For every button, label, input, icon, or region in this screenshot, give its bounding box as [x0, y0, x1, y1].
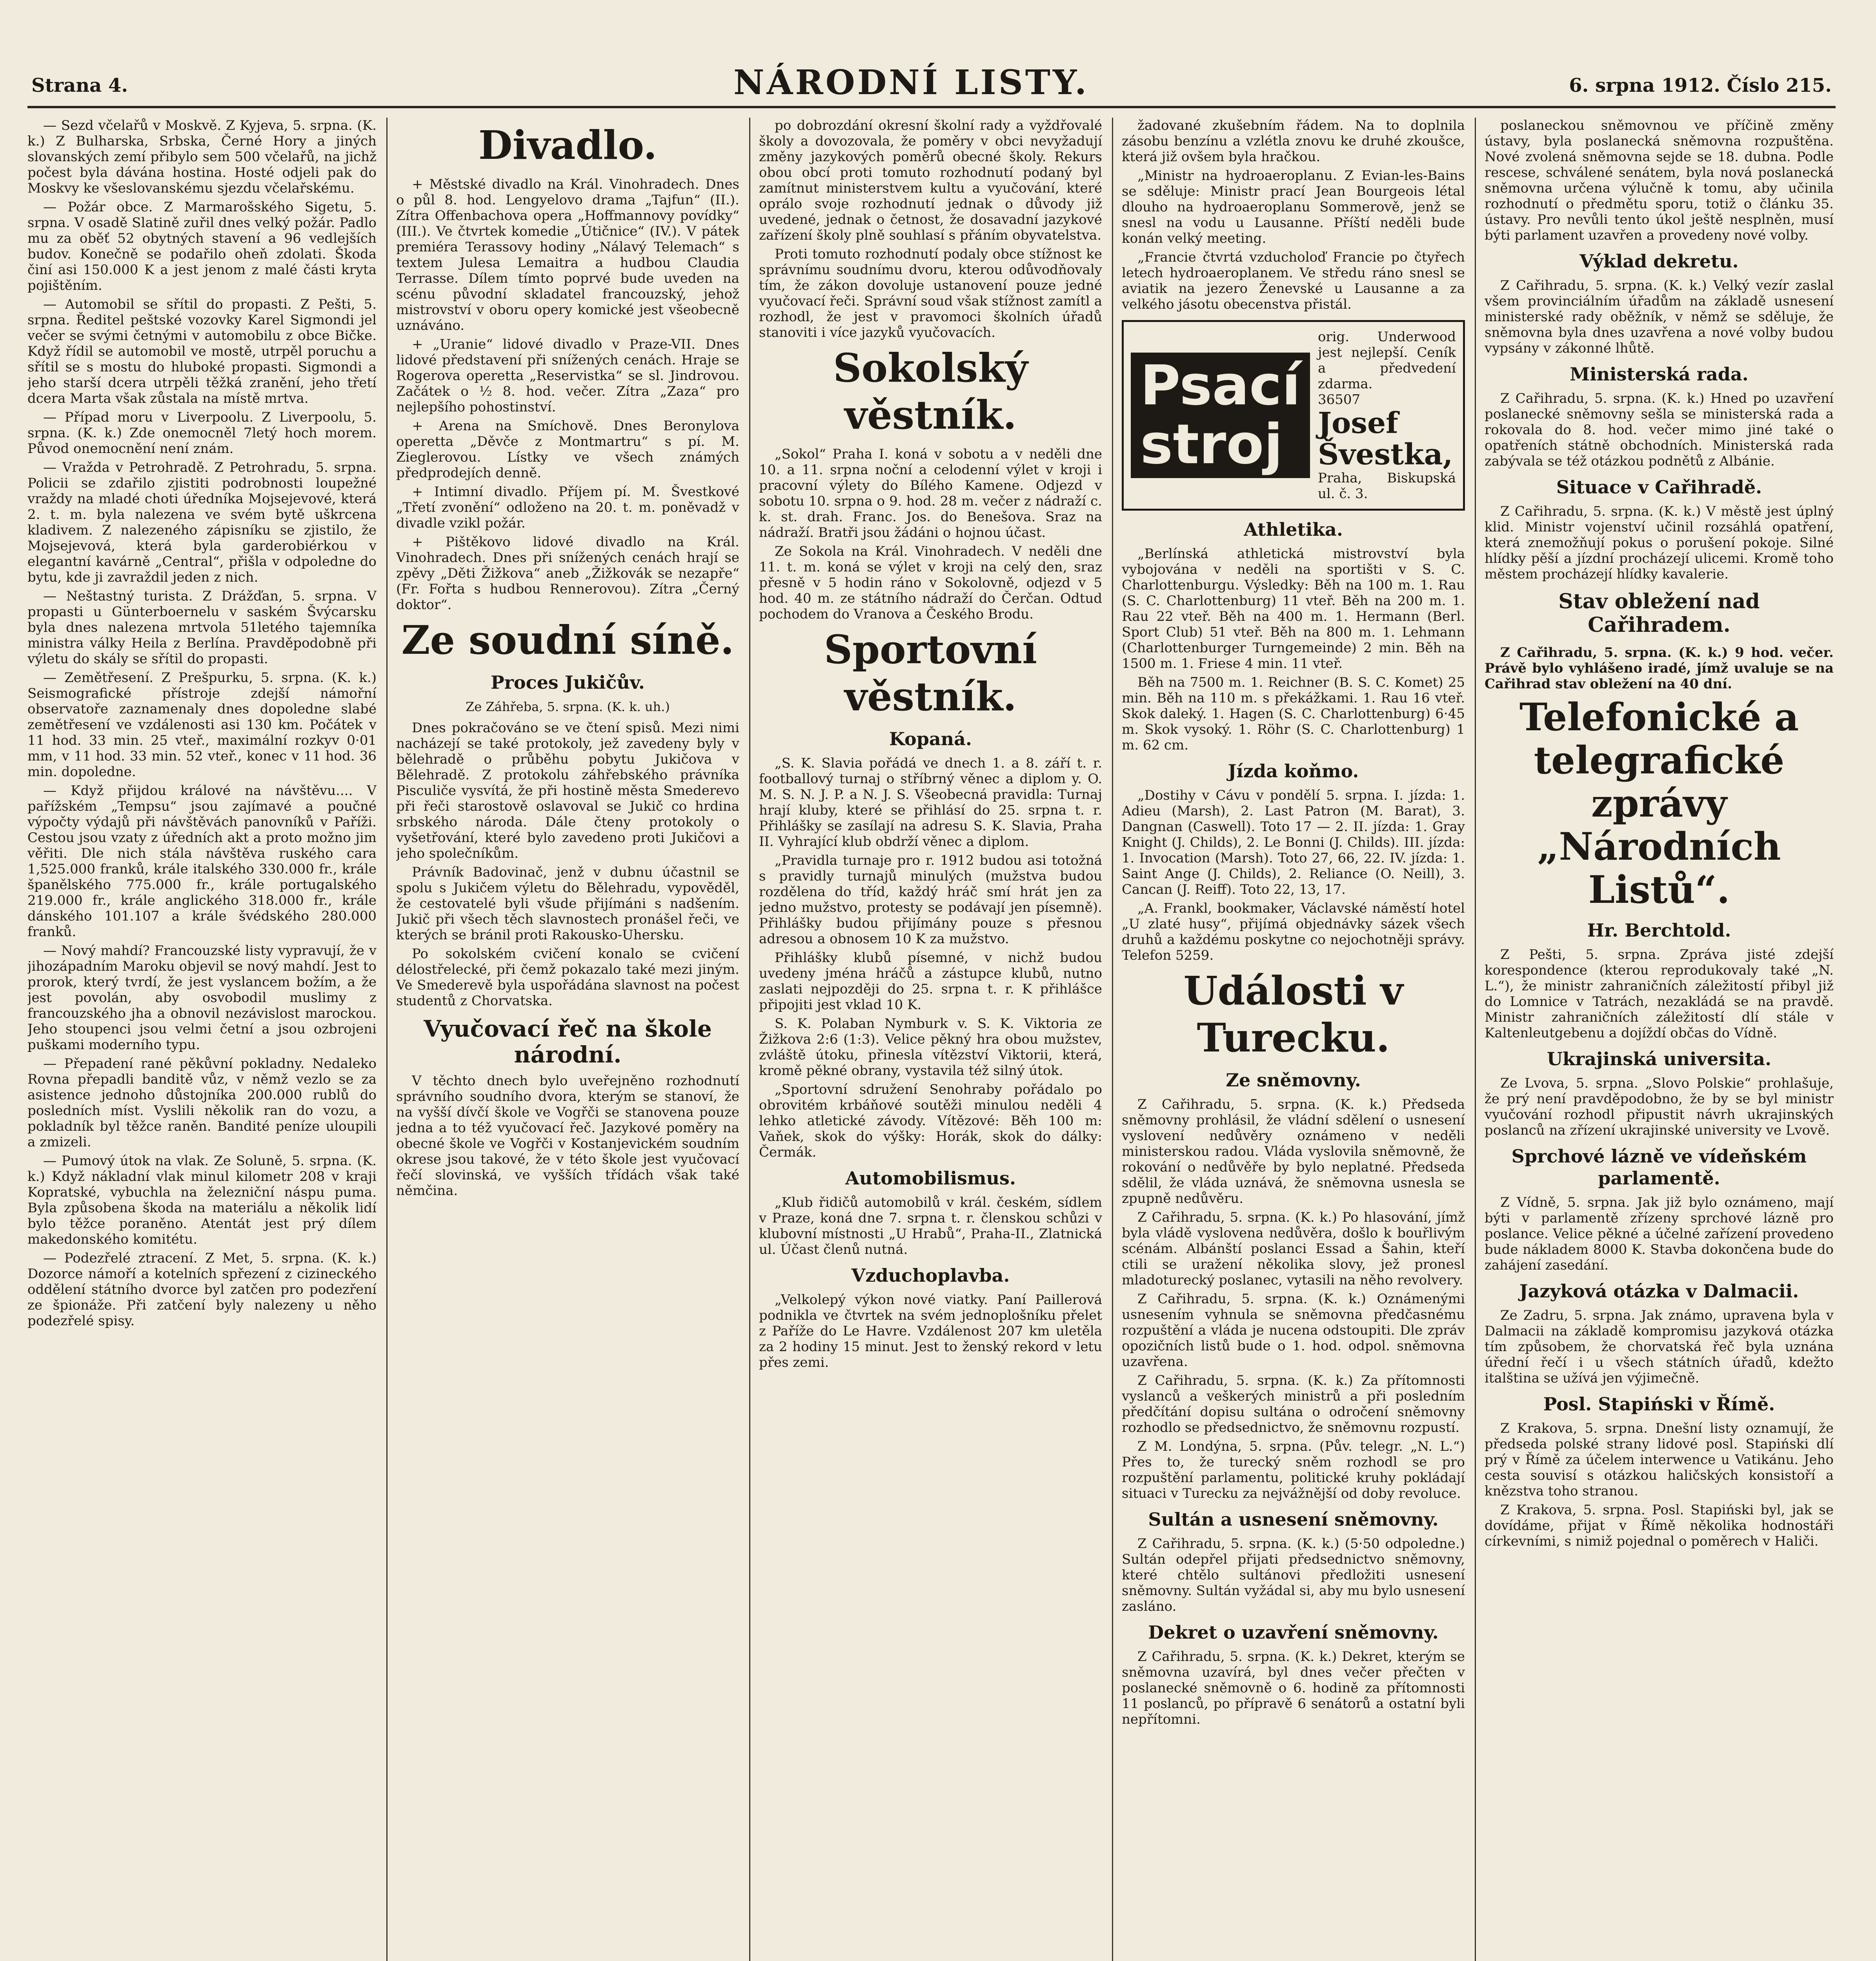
article-paragraph: „Klub řidičů automobilů v král. českém, sídlem v Praze, koná dne 7. srpna t. r. členskou schůzi v klubovní místnosti „U Hrabů“, Praha-II., Zlatnická ul. Účast členů nutná. — [759, 1195, 1102, 1257]
subheading: Situace v Cařihradě. — [1556, 477, 1762, 498]
article-paragraph: „Francie čtvrtá vzducholoď Francie po čtyřech letech hydroaeroplanem. Ve středu ráno snesl se aviatik na jezero Ženevské u Lausanne a za velkého jásotu obecenstva přistál. — [1122, 249, 1465, 312]
article-paragraph: V těchto dnech bylo uveřejněno rozhodnutí správního soudního dvora, kterým se stanoví, že na vyšší dívčí škole ve Vogřči se stanovena pouze jedna a to též vyučovací řeč. Jazykové poměry na obecné škole ve Vogřči v Kostanjevickém soudním okrese jsou takové, že v této škole jest vyučovací řečí slovinská, ve vyšších třídách však také němčina. — [396, 1073, 739, 1199]
article-paragraph: „Velkolepý výkon nové viatky. Paní Paillerová podnikla ve čtvrtek na svém jednoplošníku přelet z Paříže do Le Havre. Vzdálenost 207 km uletěla za 2 hodiny 15 minut. Jest to ženský rekord v letu přes zemi. — [759, 1292, 1102, 1370]
article-paragraph: + Arena na Smíchově. Dnes Beronylova operetta „Děvče z Montmartru“ s pí. M. Zieglerovou. Lístky ve všech známých předprodejích denně. — [396, 418, 739, 481]
article-paragraph: „Dostihy v Cávu v pondělí 5. srpna. I. jízda: 1. Adieu (Marsh), 2. Last Patron (M. Barat), 3. Dangnan (Caswell). Toto 17 — 2. II. jízda: 1. Gray Knight (J. Childs), 2. Le Bonni (J. Childs). III. jízda: 1. Invocation (Marsh). Toto 27, 66, 22. IV. jízda: 1. Saint Ange (J. Childs), 2. Reliance (O. Neill), 3. Cancan (J. Reiff). Toto 22, 13, 17. — [1122, 788, 1465, 897]
article-paragraph: žadované zkušebním řádem. Na to doplnila zásobu benzínu a vzlétla znovu ke druhé zkoušce, která již ovšem byla hračkou. — [1122, 118, 1465, 165]
article-paragraph: — Když přijdou králové na návštěvu.... V pařížském „Tempsu“ jsou zajímavé a poučné výpočty výdajů při návštěvách panovníků v Paříži. Cestou jsou vzaty z úředních akt a proto možno jim věřiti. Dle nich stála návštěva ruského cara 1,525.000 franků, krále italského 330.000 fr., krále španělského 775.000 fr., krále portugalského 219.000 fr., krále anglického 318.000 fr., krále dánského 101.107 a krále švédského 280.000 franků. — [27, 783, 377, 940]
article-paragraph: Právník Badovinač, jenž v dubnu účastnil se spolu s Jukičem výletu do Bělehradu, vypověděl, že cestovatelé byli všude přijímáni s nadšením. Jukič při všech těch slavnostech pronášel řeči, ve kterých se bránil proti Rakousko-Uhersku. — [396, 864, 739, 943]
article-paragraph: poslaneckou sněmovnou ve příčině změny ústavy, byla poslanecká sněmovna rozpuštěna. Nové zvolená sněmovna sejde se 18. dubna. Podle rescese, schválené senátem, byla nová poslanecká sněmovna určena výlučně k tomu, aby učinila rozhodnutí o předmětu sporu, totiž o článku 35. ústavy. Pro nevůli tento úkol ještě nesplněn, musí býti parlament uzavřen a provedeny nové volby. — [1485, 118, 1834, 243]
article-paragraph: + Městské divadlo na Král. Vinohradech. Dnes o půl 8. hod. Lengyelovo drama „Tajfun“ (II.). Zítra Offenbachova opera „Hoffmannovy povídky“ (III.). Ve čtvrtek komedie „Útičnice“ (IV.). V pátek premiéra Terassovy hodiny „Nálavý Telemach“ s textem Julesa Lemaitra a hudbou Claudia Terrasse. Dílem tímto poprvé bude uveden na scénu původní skladatel francouzský, jehož mistrovství v oboru opery komické jest všeobecně uznáváno. — [396, 176, 739, 333]
column-rule — [749, 118, 750, 1961]
article-paragraph: Z Cařihradu, 5. srpna. (K. k.) Za přítomnosti vyslanců a veškerých ministrů a při posledním předčítání dopisu sultána o odročení sněmovny rozhodlo se předsednictvo, že sněmovnu rozpustí. — [1122, 1373, 1465, 1435]
ad-headline: Psací stroj — [1131, 353, 1310, 478]
article-paragraph: Z Cařihradu, 5. srpna. (K. k.) Předseda sněmovny prohlásil, že vládní sdělení o usnesení vyslovení nedůvěry oznámeno v neděli ministerskou radou. Vláda vyslovila sněmovně, že rokování o nedůvěře by bylo neplatné. Předseda sdělil, že vláda uznává, že sněmovna usnesla se zpupně nedůvěru. — [1122, 1097, 1465, 1206]
column-1 — [27, 118, 377, 1961]
article-paragraph: Z Cařihradu, 5. srpna. (K. k.) Po hlasování, jímž byla vládě vyslovena nedůvěra, došlo k bouřlivým scénám. Albánští poslanci Essad a Šahin, kteří ctili se uražení několika slovy, jež pronesl mladoturecký poslanec, vytasili na něho revolvery. — [1122, 1210, 1465, 1288]
article-paragraph: Z Krakova, 5. srpna. Posl. Stapiński byl, jak se dovídáme, přijat v Římě několika hodnostáři církevními, s nimiž pojednal o poměrech v Haliči. — [1485, 1502, 1834, 1549]
article-paragraph: S. K. Polaban Nymburk v. S. K. Viktoria ze Žižkova 2:6 (1:3). Velice pěkný hra obou mužstev, zvláště útoku, přinesla vítězství Viktorii, která, kromě pěkné obrany, vystavila též silný útok. — [759, 1016, 1102, 1079]
subheading: Vyučovací řeč na škole národní. — [424, 1015, 712, 1068]
subheading: Výklad dekretu. — [1579, 251, 1739, 272]
typewriter-advertisement — [1122, 320, 1465, 511]
subheading: Hr. Berchtold. — [1587, 920, 1731, 941]
masthead — [27, 59, 1836, 108]
article-paragraph: — Pumový útok na vlak. Ze Soluně, 5. srpna. (K. k.) Když nákladní vlak minul kilometr 208 v kraji Kopratské, vybuchla na železniční náspu puma. Byla způsobena škoda na materiálu a několik lidí bylo těžce poraněno. Atentát jest prý dílem makedonského komitétu. — [27, 1153, 377, 1247]
article-paragraph: — Případ moru v Liverpoolu. Z Liverpoolu, 5. srpna. (K. k.) Zde onemocněl 7letý hoch morem. Původ onemocnění není znám. — [27, 409, 377, 457]
ad-body — [1318, 329, 1456, 502]
subheading: Ukrajinská universita. — [1547, 1048, 1772, 1070]
section-heading-turkey: Události v Turecku. — [1183, 968, 1403, 1061]
article-paragraph: „S. K. Slavia pořádá ve dnech 1. a 8. září t. r. footballový turnaj o stříbrný věnec a diplom y. O. M. S. N. J. P. a N. J. S. Všeobecná pravidla: Turnaj hrají kluby, které se přihlásí do 25. srpna t. r. Přihlášky se zasílají na adresu S. K. Slavia, Praha II. Vyhrající klub obdrží věnec a diplom. — [759, 755, 1102, 850]
subheading: Jízda koňmo. — [1228, 760, 1359, 782]
subheading: Posl. Stapiński v Římě. — [1543, 1393, 1775, 1415]
article-paragraph: Po sokolském cvičení konalo se cvičení délostřelecké, při čemž pokazalo také mezi jiným. Ve Smederevě byla uspořádána slavnost na počest studentů z Chorvatska. — [396, 946, 739, 1009]
subheading-state-of-siege: Stav obležení nad Cařihradem. — [1558, 589, 1760, 637]
article-paragraph: „Sportovní sdružení Senohraby pořádalo po obrovitém krbáňové soutěži minulou neděli 4 lehko atletické závody. Vítězové: Běh 100 m: Vaňek, skok do výšky: Horák, skok do dálky: Čermák. — [759, 1082, 1102, 1160]
article-paragraph: + „Uranie“ lidové divadlo v Praze-VII. Dnes lidové představení při snížených cenách. Hraje se Rogerova operetta „Reservistka“ se sl. Jindrovou. Začátek o ½ 8. hod. večer. Zítra „Zaza“ pro nejlepšího pohostinství. — [396, 337, 739, 415]
article-paragraph: „Sokol“ Praha I. koná v sobotu a v neděli dne 10. a 11. srpna noční a celodenní výlet v kroji i pracovní výlety do Bílého Kamene. Odjezd v sobotu 10. srpna o 9. hod. 28 m. večer z nádraží c. k. st. drah. Franc. Jos. do Benešova. Sraz na nádraží. Bratři jsou žádáni o hojnou účast. — [759, 446, 1102, 540]
column-2 — [396, 118, 739, 1961]
subheading: Automobilismus. — [845, 1168, 1016, 1189]
article-paragraph: Ze Lvova, 5. srpna. „Slovo Polskie“ prohlašuje, že prý není pravděpodobno, že by se byl ministr vyučování rozhodl připustit návrh ukrajinských poslanců na zřízení ukrajinské university ve Lvově. — [1485, 1075, 1834, 1138]
article-paragraph: — Podezřelé ztracení. Z Met, 5. srpna. (K. k.) Dozorce námoří a kotelních spřezení z cizineckého oddělení státního dvorce byl zatčen pro podezření ze špionáže. Při zatčení byly nalezeny u něho podezřelé spisy. — [27, 1250, 377, 1329]
article-paragraph: Z Cařihradu, 5. srpna. (K. k.) 9 hod. večer. Právě bylo vyhlášeno iradé, jímž uvaluje se na Cařihrad stav obležení na 40 dní. — [1485, 645, 1834, 692]
subheading: Athletika. — [1244, 519, 1343, 540]
article-paragraph: — Zemětřesení. Z Prešpurku, 5. srpna. (K. k.) Seismografické přístroje zdejší námořní observatoře zaznamenaly dnes dopoledne slabé zemětřesení ve vzdálenosti asi 130 km. Počátek v 11 hod. 33 min. 25 vteř., maximální rozkyv 0·01 mm, v 11 hod. 33 min. 52 vteř., konec v 11 hod. 36 min. dopoledne. — [27, 670, 377, 780]
article-paragraph: „Pravidla turnaje pro r. 1912 budou asi totožná s pravidly turnajů minulých (mužstva budou rozdělena do tříd, každý hráč smí hrát jen za jedno mužstvo, protesty se podávají jen písemně). Přihlášky budou přijímány pouze s přesnou adresou a obnosem 10 K za mužstvo. — [759, 853, 1102, 947]
article-paragraph: Z Cařihradu, 5. srpna. (K. k.) (5·50 odpoledne.) Sultán odepřel přijati předsednictvo sněmovny, které chtělo sultánovi předložiti usnesení sněmovny. Sultán vyžádal si, aby mu bylo usnesení zasláno. — [1122, 1536, 1465, 1614]
article-paragraph: „Ministr na hydroaeroplanu. Z Evian-les-Bains se sděluje: Ministr prací Jean Bourgeois létal dlouho na hydroaeroplanu Sommerově, jenž se snesl na vodu u Lausanne. Příští neděli bude konán velký meeting. — [1122, 168, 1465, 246]
newspaper-title: NÁRODNÍ LISTY. — [733, 63, 1089, 102]
section-heading-sokol: Sokolský věstník. — [833, 345, 1028, 438]
article-paragraph: + Pištěkovo lidové divadlo na Král. Vinohradech. Dnes při snížených cenách hrají se zpěvy „Děti Žižkova“ aneb „Žižkovák se nezapře“ (Fr. Fořta s hudbou Rennerovou). Zítra „Černý doktor“. — [396, 534, 739, 613]
subheading: Ze sněmovny. — [1226, 1070, 1361, 1091]
subheading: Vzduchoplavba. — [851, 1265, 1010, 1286]
article-paragraph: Z Cařihradu, 5. srpna. (K. k.) Hned po uzavření poslanecké sněmovny sešla se ministerská rada a rokovala do 8. hod. večer mimo jiné také o opatřeních státně obchodních. Ministerská rada zabývala se též otázkou podnětů z Albánie. — [1485, 391, 1834, 469]
article-paragraph: Z Krakova, 5. srpna. Dnešní listy oznamují, že předseda polské strany lidové posl. Stapiński dlí prý v Římě za účelem interwence u Vatikánu. Jeho cesta souvisí s otázkou haličských konsistoří a knězstva toho stranou. — [1485, 1421, 1834, 1499]
subheading: Ministerská rada. — [1570, 364, 1749, 385]
subheading: Sultán a usnesení sněmovny. — [1148, 1509, 1439, 1530]
article-paragraph: Ze Zadru, 5. srpna. Jak známo, upravena byla v Dalmacii na základě kompromisu jazyková otázka tím způsobem, že chorvatská řeč byla uznána úřední řečí i u všech státních úřadů, kdežto italština se užívá jen výjimečně. — [1485, 1308, 1834, 1386]
section-heading-telegrams: Telefonické a telegrafické zprávy „Národních Listů“. — [1519, 695, 1799, 912]
page-number: Strana 4. — [31, 75, 128, 96]
article-paragraph: Z Cařihradu, 5. srpna. (K. k.) V městě jest úplný klid. Ministr vojenství učinil rozsáhlá opatření, která znemožňují pokus o porušení pokoje. Silné hlídky pěší a jízdní procházejí ulicemi. Kromě toho městem procházejí hlídky kavalerie. — [1485, 504, 1834, 582]
ad-line: orig. Underwood jest nejlepší. Ceník a předvedení zdarma. — [1317, 329, 1456, 392]
article-paragraph: — Automobil se sřítil do propasti. Z Pešti, 5. srpna. Ředitel peštské vozovky Karel Sigmondi jel večer se svými četnými v automobilu z obce Bičke. Když řídil se automobil ve mostě, utrpěl poruchu a sřítil se s mostu do hluboké propasti. Sigmondi a jeho starší dcera utrpěli těžká zranění, jeho třetí dcera Marta však zůstala na místě mrtva. — [27, 297, 377, 406]
subheading: Jazyková otázka v Dalmacii. — [1519, 1281, 1799, 1302]
ad-phone: 36507 — [1317, 392, 1361, 407]
ad-company: Josef Švestka, — [1317, 406, 1453, 471]
section-heading-sport: Sportovní věstník. — [824, 626, 1037, 720]
article-paragraph: — Vražda v Petrohradě. Z Petrohradu, 5. srpna. Policii se zdařilo zjistiti podrobnosti loupežné vraždy na mladé choti úředníka Mojsejevové, která 2. t. m. byla nalezena ve svém bytě uškrcena kladivem. Z nalezeného zápisníku se zjistilo, že Mojsejevová, která byla garderobiérkou v elegantní kavárně „Central“, přišla v odpoledne do bytu, kde ji zavraždil jeden z nich. — [27, 460, 377, 585]
column-3 — [759, 118, 1102, 1961]
subheading: Proces Jukičův. — [491, 672, 645, 693]
article-paragraph: Z Vídně, 5. srpna. Jak již bylo oznámeno, mají býti v parlamentě zřízeny sprchové lázně pro poslance. Velice pěkné a účelné zařízení provedeno bude nákladem 8000 K. Stavba dokončena bude do zahájení zasedání. — [1485, 1195, 1834, 1273]
column-rule — [1475, 118, 1476, 1961]
article-paragraph: „Berlínská athletická mistrovství byla vybojována v neděli na sportišti v S. C. Charlottenburgu. Výsledky: Běh na 100 m. 1. Rau (S. C. Charlottenburg) 11 vteř. Běh na 200 m. 1. Rau 22 vteř. Běh na 400 m. 1. Hermann (Berl. Sport Club) 51 vteř. Běh na 800 m. 1. Lehmann (Charlottenburger Turngemeinde) 2 min. Běh na 1500 m. 1. Friese 4 min. 11 vteř. — [1122, 546, 1465, 671]
article-paragraph: „A. Frankl, bookmaker, Václavské náměstí hotel „U zlaté husy“, přijímá objednávky sázek všech druhů a každému poskytne co nejochotněji správy. Telefon 5259. — [1122, 900, 1465, 963]
column-5 — [1485, 118, 1834, 1961]
section-heading-court: Ze soudní síně. — [401, 617, 734, 663]
article-paragraph: — Přepadení rané pěkůvní pokladny. Nedaleko Rovna přepadli banditě vůz, v němž vezlo se za asistence jednoho důstojníka 200.000 rublů do posledních míst. Vyslili několik ran do vozu, a pokladník byl těžce raněn. Bandité peníze uloupili a zmizeli. — [27, 1056, 377, 1150]
article-paragraph: Z M. Londýna, 5. srpna. (Pův. telegr. „N. L.“) Přes to, že turecký sněm rozhodl se pro rozpuštění parlamentu, politické kruhy pokládají situaci v Turecku za nejvážnější od doby revoluce. — [1122, 1439, 1465, 1501]
article-paragraph: Přihlášky klubů písemné, v nichž budou uvedeny jména hráčů a zástupce klubů, nutno zaslati nejpozději do 25. srpna t. r. K přihlášce připojiti jest vklad 10 K. — [759, 950, 1102, 1013]
subheading: Sprchové lázně ve vídeňském parlamentě. — [1511, 1146, 1807, 1189]
article-paragraph: Běh na 7500 m. 1. Reichner (B. S. C. Komet) 25 min. Běh na 110 m. s překážkami. 1. Rau 16 vteř. Skok daleký. 1. Hagen (S. C. Charlottenburg) 6·45 m. Skok vysoký. 1. Röhr (S. C. Charlottenburg) 1 m. 62 cm. — [1122, 675, 1465, 753]
column-4 — [1122, 118, 1465, 1961]
article-paragraph: Z Cařihradu, 5. srpna. (K. k.) Dekret, kterým se sněmovna uzavírá, byl dnes večer přečten v poslanecké sněmovně o 6. hodině za přítomnosti 11 poslanců, po přípravě 6 senátorů a ostatní byli nepřítomni. — [1122, 1649, 1465, 1727]
column-rule — [1112, 118, 1113, 1961]
article-paragraph: po dobrozdání okresní školní rady a vyždřovalé školy a dovozovala, že poměry v obci nevyžadují změny jazykových poměrů obecné školy. Rekurs obou obcí proti tomuto rozhodnutí podaný byl zamítnut ministerstvem kultu a vyučování, které oprálo svoje rozhodnutí jednak o důvody již uvedené, jednak o četnost, že dosavadní jazykové zařízení školy plně souhlasí s přáním obyvatelstva. — [759, 118, 1102, 243]
article-paragraph: Ze Sokola na Král. Vinohradech. V neděli dne 11. t. m. koná se výlet v kroji na celý den, sraz přesně v 5 hodin ráno v Sokolovně, odjezd v 5 hod. 40 m. ze státního nádraží do Čerčan. Odtud pochodem do Vranova a Českého Brodu. — [759, 544, 1102, 622]
article-paragraph: — Neštastný turista. Z Drážďan, 5. srpna. V propasti u Günterboernelu v saském Švýcarsku byla dnes nalezena mrtvola 51letého tajemníka ministra války Heila z Berlína. Pravděpodobně při výletu do skály se sřítil do propasti. — [27, 588, 377, 667]
article-paragraph: Dnes pokračováno se ve čtení spisů. Mezi nimi nacházejí se také protokoly, jež zavedeny byly v bělehradě o průběhu pobytu Jukičova v Bělehradě. Z protokolu záhřebského právníka Pisculiče vysvítá, že při hostině města Smederevo při řeči starostově oslavoval se Jukič co hrdina srbského národa. Dále čteny protokoly o vyšetřování, které bylo zavedeno proti Jukičovi a jeho společníkům. — [396, 720, 739, 861]
issue-date: 6. srpna 1912. Číslo 215. — [1569, 75, 1832, 96]
dateline: Ze Záhřeba, 5. srpna. (K. k. uh.) — [466, 699, 670, 714]
article-paragraph: Proti tomuto rozhodnutí podaly obce stížnost ke správnímu soudnímu dvoru, kterou odůvodňovaly tím, že zákon dovoluje ustanovení pouze jedné vyučovací řeči. Správní soud však stížnost zamítl a rozhodl, že jest v pravomoci školních úřadů stanoviti i více jazyků vyučovacích. — [759, 246, 1102, 340]
section-heading-divadlo: Divadlo. — [478, 122, 657, 168]
ad-address: Praha, Biskupská ul. č. 3. — [1317, 470, 1456, 502]
article-paragraph: Z Pešti, 5. srpna. Zpráva jisté zdejší korespondence (kterou reprodukovaly také „N. L.“), že ministr zahraničních záležitostí přibyl již do Lomnice v Tatrách, nezakládá se na pravdě. Ministr zahraničních záležitostí dlí stále v Kaltenleutgebenu a dojíždí občas do Vídně. — [1485, 947, 1834, 1041]
article-paragraph: — Požár obce. Z Marmarošského Sigetu, 5. srpna. V osadě Slatině zuřil dnes velký požár. Padlo mu za oběť 52 obytných stavení a 96 vedlejších budov. Konečně se podařilo oheň zdolati. Škoda činí asi 150.000 K a jest jenom z malé části kryta pojištěním. — [27, 199, 377, 293]
article-paragraph: Z Cařihradu, 5. srpna. (K. k.) Velký vezír zaslal všem provinciálním úřadům na základě usnesení ministerské rady oběžník, v němž se sděluje, že sněmovna byla dnes uzavřena a nové volby budou vypsány v zákonné lhůtě. — [1485, 278, 1834, 356]
subheading: Dekret o uzavření sněmovny. — [1148, 1622, 1439, 1643]
article-paragraph: — Nový mahdí? Francouzské listy vypravují, že v jihozápadním Maroku objevil se nový mahdí. Jest to prorok, který tvrdí, že jest vyslancem božím, a že jest povolán, aby osvobodil muslimy z francouzského jha a obnovil nezávislost marockou. Jeho stoupenci jsou velmi četní a jsou ozbrojeni puškami moderního typu. — [27, 943, 377, 1053]
column-rule — [386, 118, 388, 1961]
subheading: Kopaná. — [889, 728, 972, 749]
article-paragraph: + Intimní divadlo. Příjem pí. M. Švestkové „Třetí zvonění“ odloženo na 20. t. m. poněvadž v divadle vzikl požár. — [396, 484, 739, 531]
article-paragraph: Z Cařihradu, 5. srpna. (K. k.) Oznámenými usnesením vyhnula se sněmovna předčasnému rozpuštění a vláda je nucena odstoupiti. Dle zpráv opozičních listů bude o 1. hod. odpol. sněmovna uzavřena. — [1122, 1291, 1465, 1370]
article-paragraph: — Sezd včelařů v Moskvě. Z Kyjeva, 5. srpna. (K. k.) Z Bulharska, Srbska, Černé Hory a jiných slovanských zemí přibylo sem 500 včelařů, na jichž počest byla dávána hostina. Hosté odjeli pak do Moskvy ke všeslovanskému sjezdu včelařskému. — [27, 118, 377, 196]
